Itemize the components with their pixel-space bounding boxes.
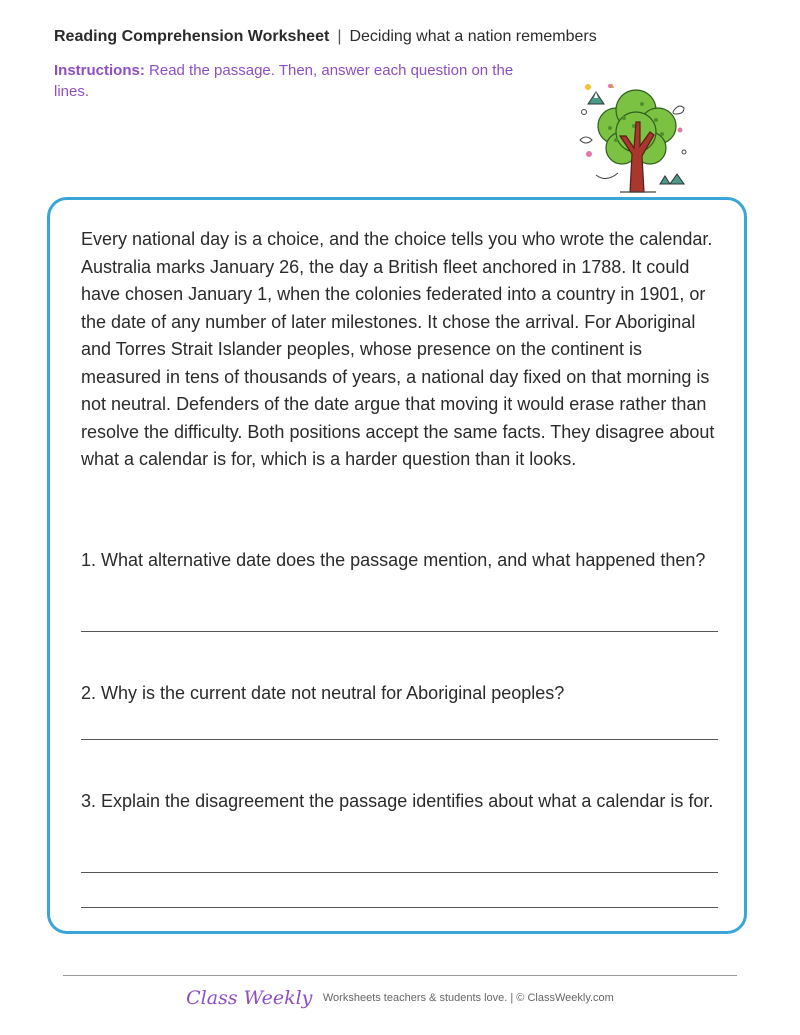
question-2: 2. Why is the current date not neutral for Aboriginal peoples? [81, 683, 565, 703]
instructions-text: Read the passage. Then, answer each question on the lines. [54, 62, 514, 100]
worksheet-subtitle: Deciding what a nation remembers [349, 28, 597, 45]
footer [0, 987, 800, 1009]
reading-passage: Every national day is a choice, and the choice tells you who wrote the calendar. Australia marks January 26, the day a British fleet anchored in 1788. It could have chosen January 1, when the colonies federated into a country in 1901, or the date of any number of later milestones. It chose the arrival. For Aboriginal and Torres Strait Islander peoples, whose presence on the continent is measured in tens of thousands of years, a national day fixed on that morning is not neutral. Defenders of the date argue that moving it would erase rather than resolve the difficulty. Both positions accept the same facts. They disagree about what a calendar is for, which is a harder question than it looks. [81, 229, 715, 469]
worksheet-title: Reading Comprehension Worksheet [54, 28, 330, 45]
instructions [54, 60, 514, 102]
brand-logo: Class Weekly [186, 987, 313, 1009]
tree-illustration [576, 80, 694, 196]
instructions-label: Instructions: [54, 62, 145, 79]
answer-line[interactable] [81, 631, 718, 632]
answer-line[interactable] [81, 872, 718, 873]
question-3: 3. Explain the disagreement the passage identifies about what a calendar is for. [81, 791, 714, 811]
footer-tagline: Worksheets teachers & students love. | © ClassWeekly.com [322, 992, 614, 1004]
answer-line[interactable] [81, 739, 718, 740]
footer-divider [63, 975, 737, 976]
answer-line[interactable] [81, 907, 718, 908]
question-1: 1. What alternative date does the passage mention, and what happened then? [81, 550, 706, 570]
header-separator: | [337, 28, 342, 45]
worksheet-header [54, 28, 597, 46]
